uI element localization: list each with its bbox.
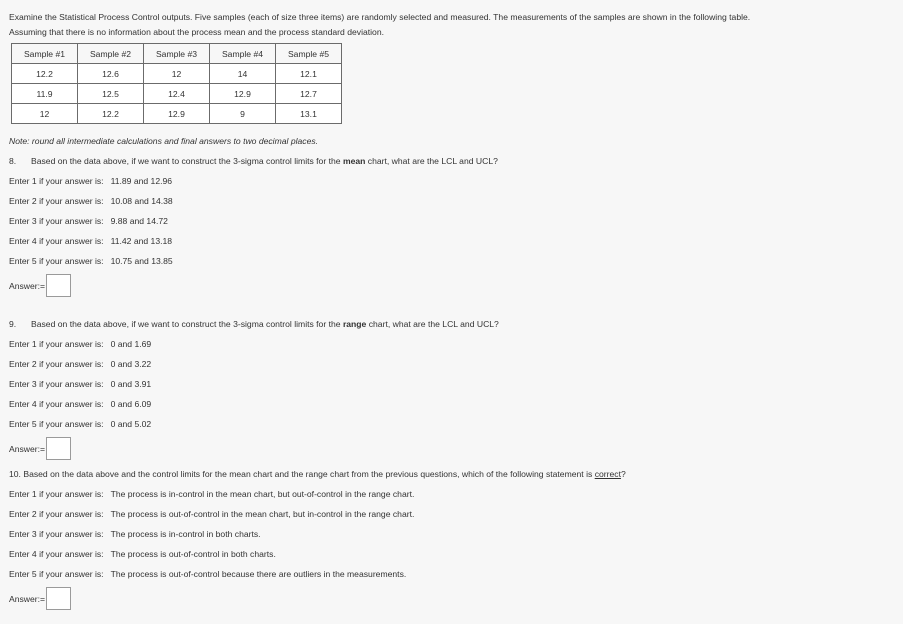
question-number: 9. (9, 319, 17, 329)
samples-table (11, 43, 342, 124)
header-sample-5: Sample #5 (276, 44, 342, 64)
table-cell: 12.7 (276, 84, 342, 104)
q8-answer-row (9, 274, 71, 297)
q9-answer-row (9, 437, 71, 460)
option-value: The process is out-of-control because there are outliers in the measurements. (110, 569, 407, 579)
option-label: Enter 3 if your answer is: (9, 529, 104, 539)
q8-option-3 (9, 216, 168, 226)
rounding-note: Note: round all intermediate calculations and final answers to two decimal places. (9, 136, 319, 146)
q8-option-1 (9, 176, 172, 186)
option-value: 11.42 and 13.18 (110, 236, 173, 246)
option-value: 10.75 and 13.85 (110, 256, 173, 266)
table-cell: 12.2 (78, 104, 144, 124)
option-value: 11.89 and 12.96 (110, 176, 173, 186)
question-text-post: chart, what are the LCL and UCL? (367, 156, 498, 166)
option-label: Enter 3 if your answer is: (9, 216, 104, 226)
question-text-post: chart, what are the LCL and UCL? (368, 319, 499, 329)
option-value: The process is in-control in the mean chart, but out-of-control in the range chart. (110, 489, 415, 499)
q8-option-2 (9, 196, 173, 206)
q9-option-5 (9, 419, 151, 429)
option-value: 0 and 3.91 (110, 379, 152, 389)
table-cell: 12.1 (276, 64, 342, 84)
answer-label: Answer:= (9, 443, 46, 454)
q9-option-1 (9, 339, 151, 349)
question-number: 8. (9, 156, 17, 166)
option-label: Enter 2 if your answer is: (9, 196, 104, 206)
q8-answer-input[interactable] (46, 274, 71, 297)
header-sample-4: Sample #4 (210, 44, 276, 64)
option-label: Enter 5 if your answer is: (9, 256, 104, 266)
table-cell: 12 (144, 64, 210, 84)
option-label: Enter 4 if your answer is: (9, 399, 104, 409)
q9-option-2 (9, 359, 151, 369)
intro-line-1: Examine the Statistical Process Control outputs. Five samples (each of size three items) are randomly selected and measured. The measurements of the samples are shown in the following table. (9, 12, 751, 22)
option-value: The process is out-of-control in the mean chart, but in-control in the range chart. (110, 509, 415, 519)
option-value: 9.88 and 14.72 (110, 216, 168, 226)
intro-line-2: Assuming that there is no information about the process mean and the process standard deviation. (9, 27, 385, 37)
question-text-bold: range (342, 319, 367, 329)
table-cell: 9 (210, 104, 276, 124)
table-cell: 12.5 (78, 84, 144, 104)
answer-label: Answer:= (9, 280, 46, 291)
q10-option-5 (9, 569, 406, 579)
table-row (12, 64, 342, 84)
table-cell: 12.9 (210, 84, 276, 104)
q10-option-1 (9, 489, 414, 499)
option-label: Enter 1 if your answer is: (9, 176, 104, 186)
table-cell: 13.1 (276, 104, 342, 124)
option-value: 0 and 1.69 (110, 339, 152, 349)
header-sample-1: Sample #1 (12, 44, 78, 64)
option-label: Enter 1 if your answer is: (9, 339, 104, 349)
table-cell: 12 (12, 104, 78, 124)
q9-option-3 (9, 379, 151, 389)
question-text-pre: Based on the data above and the control limits for the mean chart and the range chart from the previous questions, which of the following statement is (23, 469, 593, 479)
table-cell: 12.6 (78, 64, 144, 84)
option-label: Enter 5 if your answer is: (9, 569, 104, 579)
option-value: 0 and 3.22 (110, 359, 152, 369)
question-text-underlined: correct (594, 469, 621, 479)
q8-option-4 (9, 236, 172, 246)
option-label: Enter 4 if your answer is: (9, 549, 104, 559)
q10-option-2 (9, 509, 414, 519)
table-cell: 14 (210, 64, 276, 84)
option-label: Enter 2 if your answer is: (9, 509, 104, 519)
table-row (12, 104, 342, 124)
option-value: The process is in-control in both charts. (110, 529, 261, 539)
table-cell: 11.9 (12, 84, 78, 104)
q10-option-4 (9, 549, 276, 559)
answer-label: Answer:= (9, 593, 46, 604)
q10-option-3 (9, 529, 261, 539)
option-value: 0 and 5.02 (110, 419, 152, 429)
q9-option-4 (9, 399, 151, 409)
header-sample-2: Sample #2 (78, 44, 144, 64)
q8-option-5 (9, 256, 173, 266)
intro-text (9, 10, 894, 40)
question-number: 10. (9, 469, 21, 479)
q10-answer-input[interactable] (46, 587, 71, 610)
option-label: Enter 4 if your answer is: (9, 236, 104, 246)
table-cell: 12.2 (12, 64, 78, 84)
question-text-bold: mean (342, 156, 366, 166)
header-sample-3: Sample #3 (144, 44, 210, 64)
question-10 (9, 469, 626, 479)
option-value: The process is out-of-control in both charts. (110, 549, 276, 559)
option-label: Enter 5 if your answer is: (9, 419, 104, 429)
option-label: Enter 2 if your answer is: (9, 359, 104, 369)
question-text-pre: Based on the data above, if we want to construct the 3-sigma control limits for the (31, 319, 341, 329)
option-label: Enter 1 if your answer is: (9, 489, 104, 499)
option-value: 10.08 and 14.38 (110, 196, 173, 206)
question-text-post: ? (620, 469, 626, 479)
table-row (12, 84, 342, 104)
table-header-row (12, 44, 342, 64)
q10-answer-row (9, 587, 71, 610)
q9-answer-input[interactable] (46, 437, 71, 460)
question-8 (9, 156, 498, 166)
question-text-pre: Based on the data above, if we want to construct the 3-sigma control limits for the (31, 156, 341, 166)
table-cell: 12.9 (144, 104, 210, 124)
option-label: Enter 3 if your answer is: (9, 379, 104, 389)
question-9 (9, 319, 499, 329)
option-value: 0 and 6.09 (110, 399, 152, 409)
table-cell: 12.4 (144, 84, 210, 104)
